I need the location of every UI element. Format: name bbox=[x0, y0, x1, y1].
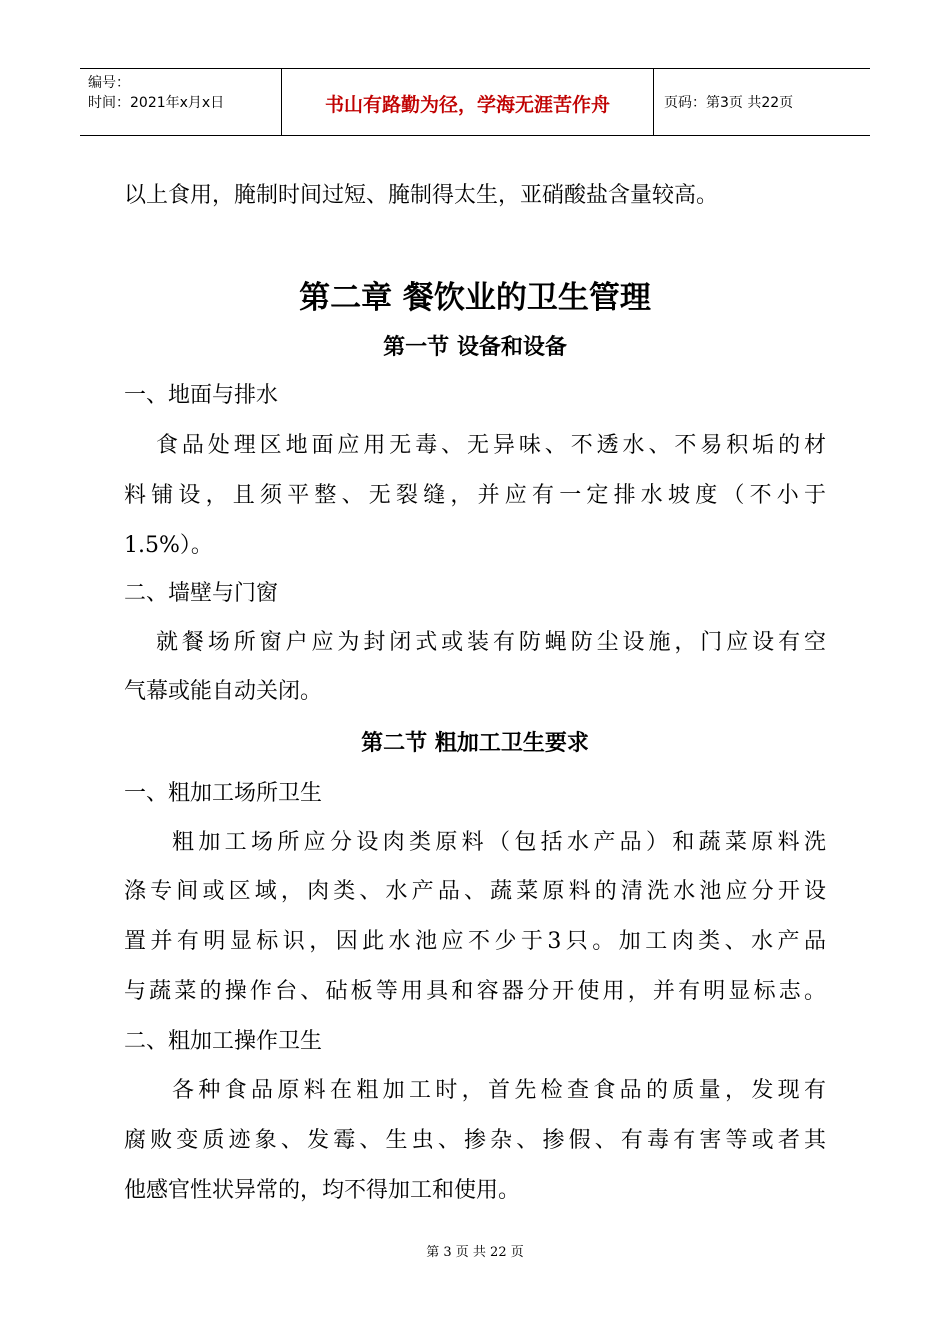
s1-item1-heading: 一、地面与排水 bbox=[124, 383, 279, 408]
s1-item2-text-line: 就餐场所窗户应为封闭式或装有防蝇防尘设施，门应设有空 bbox=[156, 630, 826, 655]
s1-item1-text-line: 1.5%）。 bbox=[124, 533, 213, 558]
section-1-title: 第一节 设备和设备 bbox=[383, 335, 567, 360]
page-header bbox=[80, 68, 870, 136]
page-footer: 第 3 页 共 22 页 bbox=[426, 1245, 524, 1260]
header-motto: 书山有路勤为径，学海无涯苦作舟 bbox=[324, 93, 610, 116]
s2-item1-text-line: 粗加工场所应分设肉类原料（包括水产品）和蔬菜原料洗 bbox=[172, 830, 826, 855]
s2-item2-text-line: 他感官性状异常的，均不得加工和使用。 bbox=[124, 1178, 521, 1203]
s2-item2-text-line: 腐败变质迹象、发霉、生虫、掺杂、掺假、有毒有害等或者其 bbox=[124, 1128, 826, 1153]
continuation-paragraph: 以上食用，腌制时间过短、腌制得太生，亚硝酸盐含量较高。 bbox=[124, 183, 719, 208]
s1-item2-text-line: 气幕或能自动关闭。 bbox=[124, 679, 323, 704]
s2-item1-text-line: 置并有明显标识，因此水池应不少于3只。加工肉类、水产品 bbox=[124, 929, 826, 954]
section-2-title: 第二节 粗加工卫生要求 bbox=[361, 731, 589, 756]
s1-item1-text-line: 料铺设，且须平整、无裂缝，并应有一定排水坡度（不小于 bbox=[124, 483, 826, 508]
header-number: 编号： bbox=[88, 75, 130, 91]
s2-item1-heading: 一、粗加工场所卫生 bbox=[124, 781, 323, 806]
s2-item1-text-line: 涤专间或区域，肉类、水产品、蔬菜原料的清洗水池应分开设 bbox=[124, 879, 826, 904]
chapter-title: 第二章 餐饮业的卫生管理 bbox=[299, 280, 651, 316]
s1-item1-text-line: 食品处理区地面应用无毒、无异味、不透水、不易积垢的材 bbox=[156, 433, 826, 458]
header-page-cell bbox=[654, 69, 870, 135]
s2-item2-heading: 二、粗加工操作卫生 bbox=[124, 1029, 323, 1054]
header-meta-cell bbox=[80, 69, 282, 135]
header-page-number: 页码：第3页 共22页 bbox=[664, 95, 794, 111]
header-motto-cell bbox=[282, 69, 654, 135]
s2-item1-text-line: 与蔬菜的操作台、砧板等用具和容器分开使用，并有明显标志。 bbox=[124, 979, 826, 1004]
s1-item2-heading: 二、墙壁与门窗 bbox=[124, 581, 279, 606]
s2-item2-text-line: 各种食品原料在粗加工时，首先检查食品的质量，发现有 bbox=[172, 1078, 826, 1103]
header-time: 时间：2021年x月x日 bbox=[88, 95, 225, 111]
